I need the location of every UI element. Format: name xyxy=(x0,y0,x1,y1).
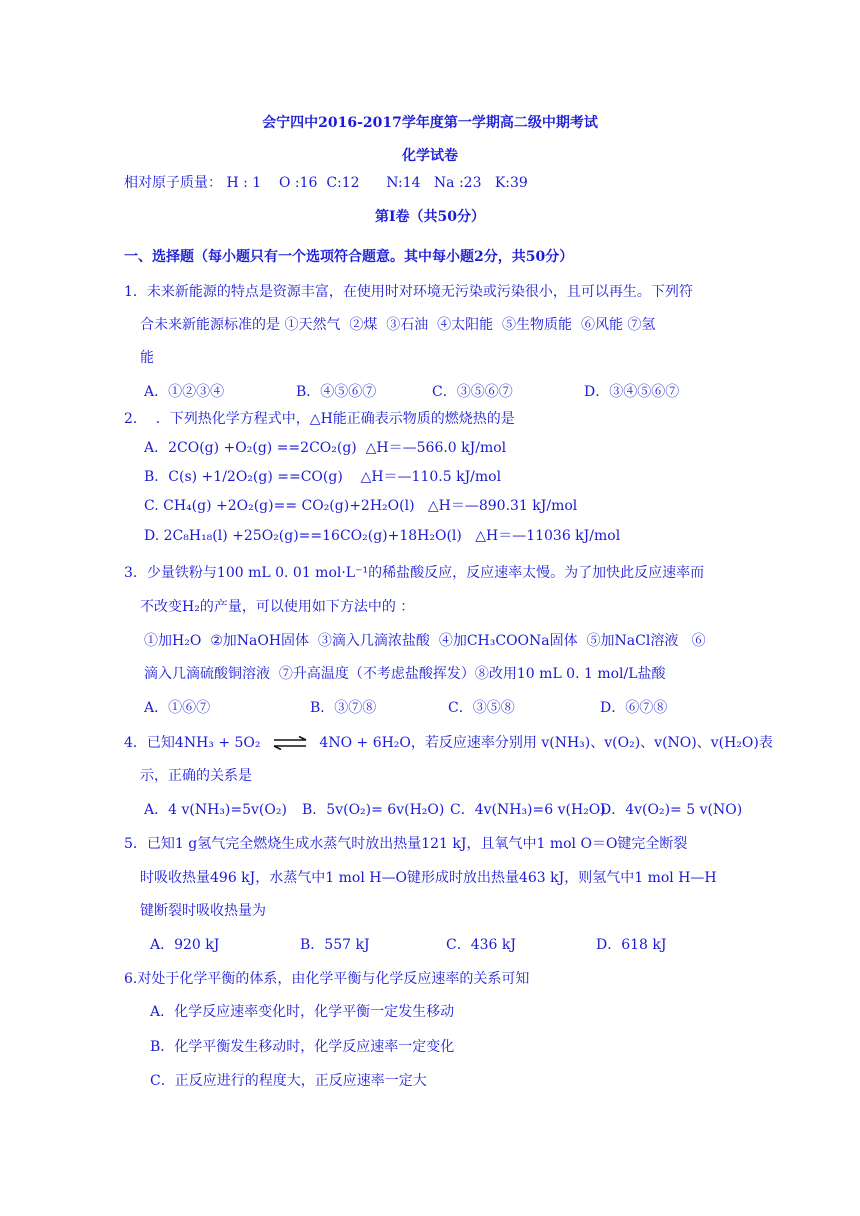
q5-option-b: B．557 kJ xyxy=(300,937,370,953)
section-heading: 第Ⅰ卷（共50分） xyxy=(374,209,486,225)
q2-stem: 2． ．下列热化学方程式中，△H能正确表示物质的燃烧热的是 xyxy=(124,411,515,427)
q1-option-c: C．③⑤⑥⑦ xyxy=(432,384,513,400)
q1-line3: 能 xyxy=(140,350,154,366)
part-heading: 一、选择题（每小题只有一个选项符合题意。其中每小题2分，共50分） xyxy=(124,249,574,265)
q1-option-a: A．①②③④ xyxy=(144,384,225,400)
q5-option-c: C．436 kJ xyxy=(446,937,516,953)
q2-option-a: A．2CO(g) +O₂(g) ==2CO₂(g) △H＝—566.0 kJ/mol xyxy=(144,440,507,456)
q2-option-d: D. 2C₈H₁₈(l) +25O₂(g)==16CO₂(g)+18H₂O(l) △H＝—11036 kJ/mol xyxy=(144,528,621,544)
q4-option-d: D．4v(O₂)= 5 v(NO) xyxy=(600,802,743,818)
q1-line2: 合未来新能源标准的是 ①天然气 ②煤 ③石油 ④太阳能 ⑤生物质能 ⑥风能 ⑦氢 xyxy=(140,317,656,333)
q3-option-d: D．⑥⑦⑧ xyxy=(600,700,668,716)
exam-title: 会宁四中2016-2017学年度第一学期高二级中期考试 xyxy=(262,115,598,131)
q3-line3: ①加H₂O ②加NaOH固体 ③滴入几滴浓盐酸 ④加CH₃COONa固体 ⑤加NaCl溶液 ⑥ xyxy=(144,633,706,649)
q6-option-c: C．正反应进行的程度大，正反应速率一定大 xyxy=(150,1073,427,1089)
q4-option-c: C．4v(NH₃)=6 v(H₂O) xyxy=(450,802,606,818)
q4-equation-right: 4NO + 6H₂O，若反应速率分别用 v(NH₃)、v(O₂)、v(NO)、v(H₂O)表 xyxy=(319,735,773,751)
q3-line4: 滴入几滴硫酸铜溶液 ⑦升高温度（不考虑盐酸挥发）⑧改用10 mL 0. 1 mol/L盐酸 xyxy=(144,666,666,682)
q6-option-a: A．化学反应速率变化时，化学平衡一定发生移动 xyxy=(150,1004,455,1020)
q3-line1: 3．少量铁粉与100 mL 0. 01 mol·L⁻¹的稀盐酸反应，反应速率太慢。为了加快此反应速率而 xyxy=(124,565,705,581)
q3-line2: 不改变H₂的产量，可以使用如下方法中的 ： xyxy=(140,599,415,615)
exam-subtitle: 化学试卷 xyxy=(402,148,458,164)
q5-line3: 键断裂时吸收热量为 xyxy=(140,903,266,919)
q2-option-c: C. CH₄(g) +2O₂(g)== CO₂(g)+2H₂O(l) △H＝—890.31 kJ/mol xyxy=(144,498,578,514)
q4-line2: 示，正确的关系是 xyxy=(140,768,252,784)
q5-line1: 5．已知1 g氢气完全燃烧生成水蒸气时放出热量121 kJ，且氧气中1 mol O＝O键完全断裂 xyxy=(124,836,688,852)
q5-option-d: D．618 kJ xyxy=(596,937,667,953)
q1-option-d: D．③④⑤⑥⑦ xyxy=(584,384,680,400)
equilibrium-arrow-icon xyxy=(273,736,307,750)
q4-option-b: B．5v(O₂)= 6v(H₂O) xyxy=(302,802,445,818)
q6-option-b: B．化学平衡发生移动时，化学反应速率一定变化 xyxy=(150,1039,455,1055)
q4-line1 xyxy=(124,733,773,753)
q4-equation-left: 4．已知4NH₃ + 5O₂ xyxy=(124,735,261,751)
q3-option-c: C．③⑤⑧ xyxy=(448,700,515,716)
q4-option-a: A．4 v(NH₃)=5v(O₂) xyxy=(144,802,287,818)
q6-stem: 6.对处于化学平衡的体系，由化学平衡与化学反应速率的关系可知 xyxy=(124,971,530,987)
q3-option-b: B．③⑦⑧ xyxy=(310,700,377,716)
q3-option-a: A．①⑥⑦ xyxy=(144,700,211,716)
atomic-masses: 相对原子质量： H : 1 O :16 C:12 N:14 Na :23 K:39 xyxy=(124,175,528,191)
q1-line1: 1．未来新能源的特点是资源丰富，在使用时对环境无污染或污染很小，且可以再生。下列符 xyxy=(124,284,693,300)
q5-option-a: A．920 kJ xyxy=(150,937,220,953)
q2-option-b: B．C(s) +1/2O₂(g) ==CO(g) △H＝—110.5 kJ/mol xyxy=(144,469,502,485)
q1-option-b: B．④⑤⑥⑦ xyxy=(296,384,377,400)
q5-line2: 时吸收热量496 kJ，水蒸气中1 mol H—O键形成时放出热量463 kJ，则氢气中1 mol H—H xyxy=(140,870,717,886)
